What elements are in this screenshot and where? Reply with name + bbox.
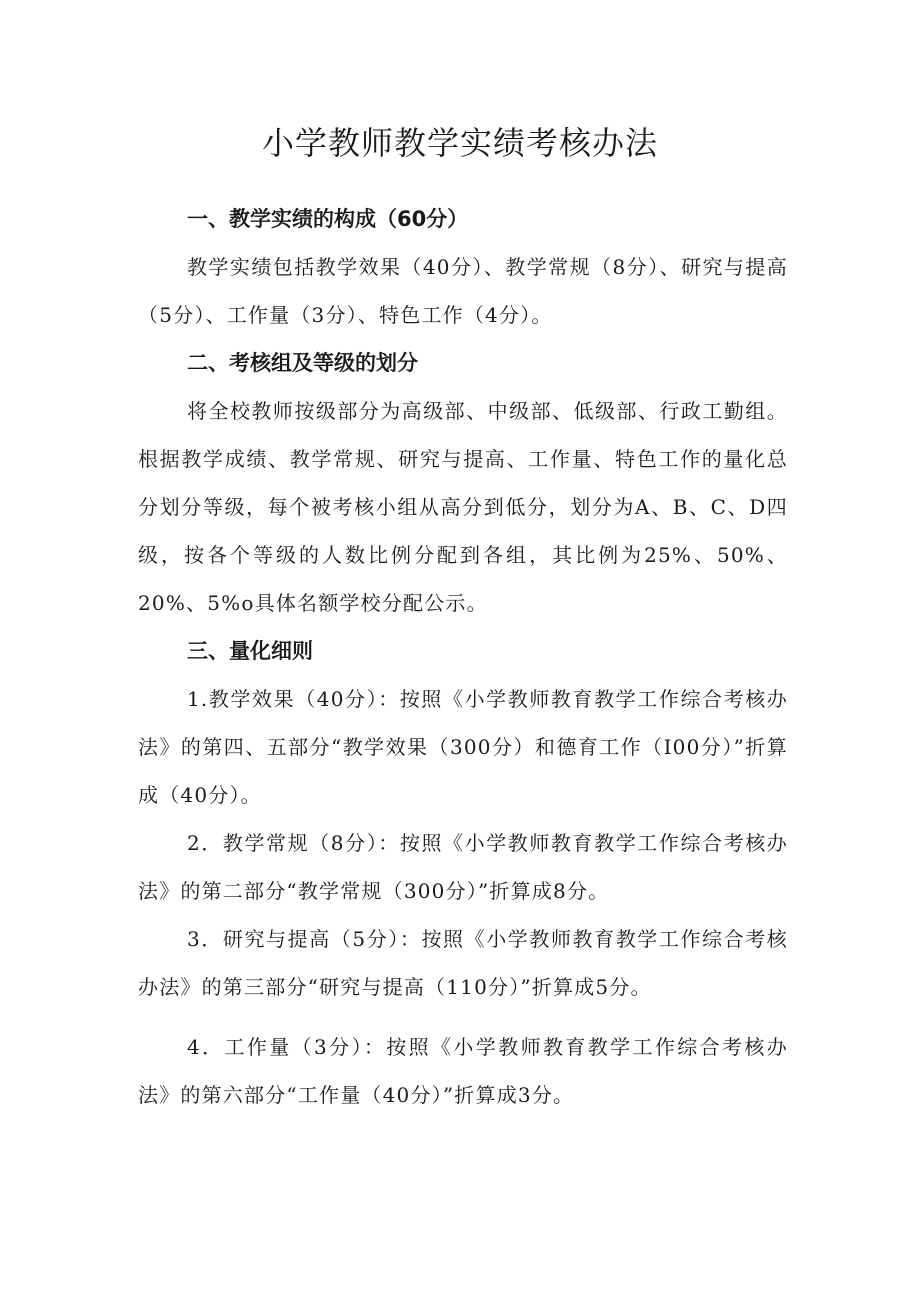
- section-heading-composition: 一、教学实绩的构成（60分）: [187, 207, 469, 231]
- document-title: 小学教师教学实绩考核办法: [261, 124, 658, 162]
- rule-workload: 4．工作量（3分）：按照《小学教师教育教学工作综合考核办法》的第六部分“工作量（40分）”折算成3分。: [138, 1035, 788, 1107]
- paragraph-grading: 将全校教师按级部分为高级部、中级部、低级部、行政工勤组。根据教学成绩、教学常规、研究与提高、工作量、特色工作的量化总分划分等级，每个被考核小组从高分到低分，划分为A、B、C、D四级，按各个等级的人数比例分配到各组，其比例为25%、50%、20%、5%o具体名额学校分配公示。: [138, 399, 788, 615]
- document-body: [138, 195, 788, 1119]
- section-heading-rules: 三、量化细则: [187, 639, 313, 663]
- rule-teaching-effect: 1.教学效果（40分）：按照《小学教师教育教学工作综合考核办法》的第四、五部分“教学效果（300分）和德育工作（I00分）”折算成（40分）。: [138, 687, 788, 807]
- paragraph-composition: 教学实绩包括教学效果（40分）、教学常规（8分）、研究与提高（5分）、工作量（3分）、特色工作（4分）。: [138, 255, 788, 327]
- rule-teaching-routine: 2．教学常规（8分）：按照《小学教师教育教学工作综合考核办法》的第二部分“教学常规（300分）”折算成8分。: [138, 831, 788, 903]
- section-heading-grading: 二、考核组及等级的划分: [187, 351, 418, 375]
- rule-research: 3．研究与提高（5分）：按照《小学教师教育教学工作综合考核办法》的第三部分“研究与提高（110分）”折算成5分。: [138, 927, 788, 999]
